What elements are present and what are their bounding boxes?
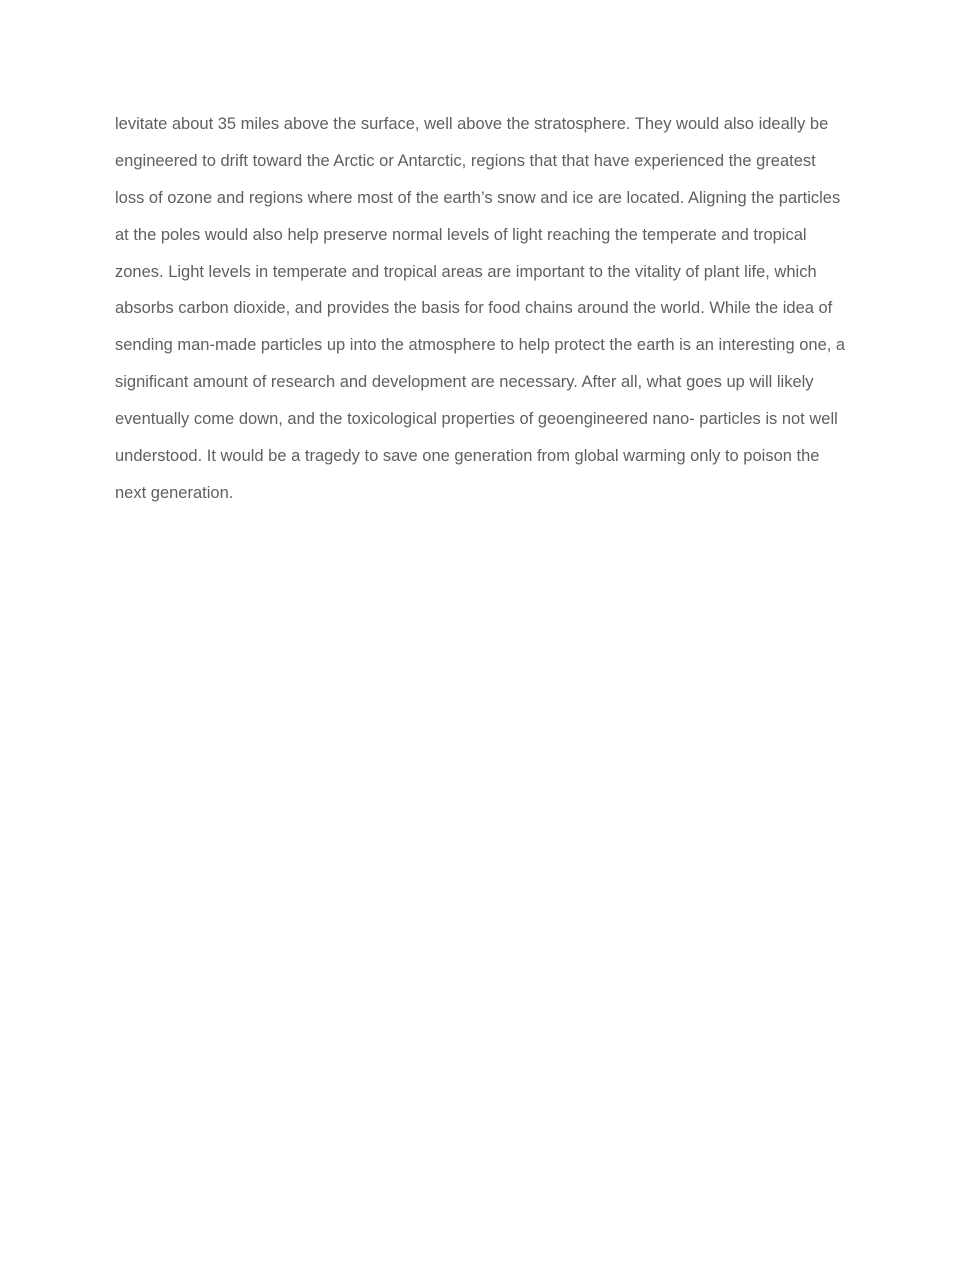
paragraph-line: levitate about 35 miles above the surface, well above the stratosphere. They would also ideally be [115,115,829,133]
paragraph-line: significant amount of research and development are necessary. After all, what goes up will likely [115,373,814,392]
paragraph-line: engineered to drift toward the Arctic or Antarctic, regions that that have experienced the greatest [115,151,816,170]
paragraph-line: eventually come down, and the toxicological properties of geoengineered nano- particles is not well [115,410,838,429]
paragraph-line: next generation. [115,483,234,502]
paragraph-line: loss of ozone and regions where most of the earth’s snow and ice are located. Aligning the particles [115,188,841,207]
paragraph-line: absorbs carbon dioxide, and provides the basis for food chains around the world. While the idea of [115,299,833,318]
paragraph-line: zones. Light levels in temperate and tropical areas are important to the vitality of plant life, which [115,262,817,281]
body-paragraph [115,106,875,512]
paragraph-line: at the poles would also help preserve normal levels of light reaching the temperate and tropical [115,225,807,244]
paragraph-line: sending man-made particles up into the atmosphere to help protect the earth is an interesting one, a [115,336,846,355]
paragraph-line: understood. It would be a tragedy to save one generation from global warming only to poison the [115,447,820,466]
